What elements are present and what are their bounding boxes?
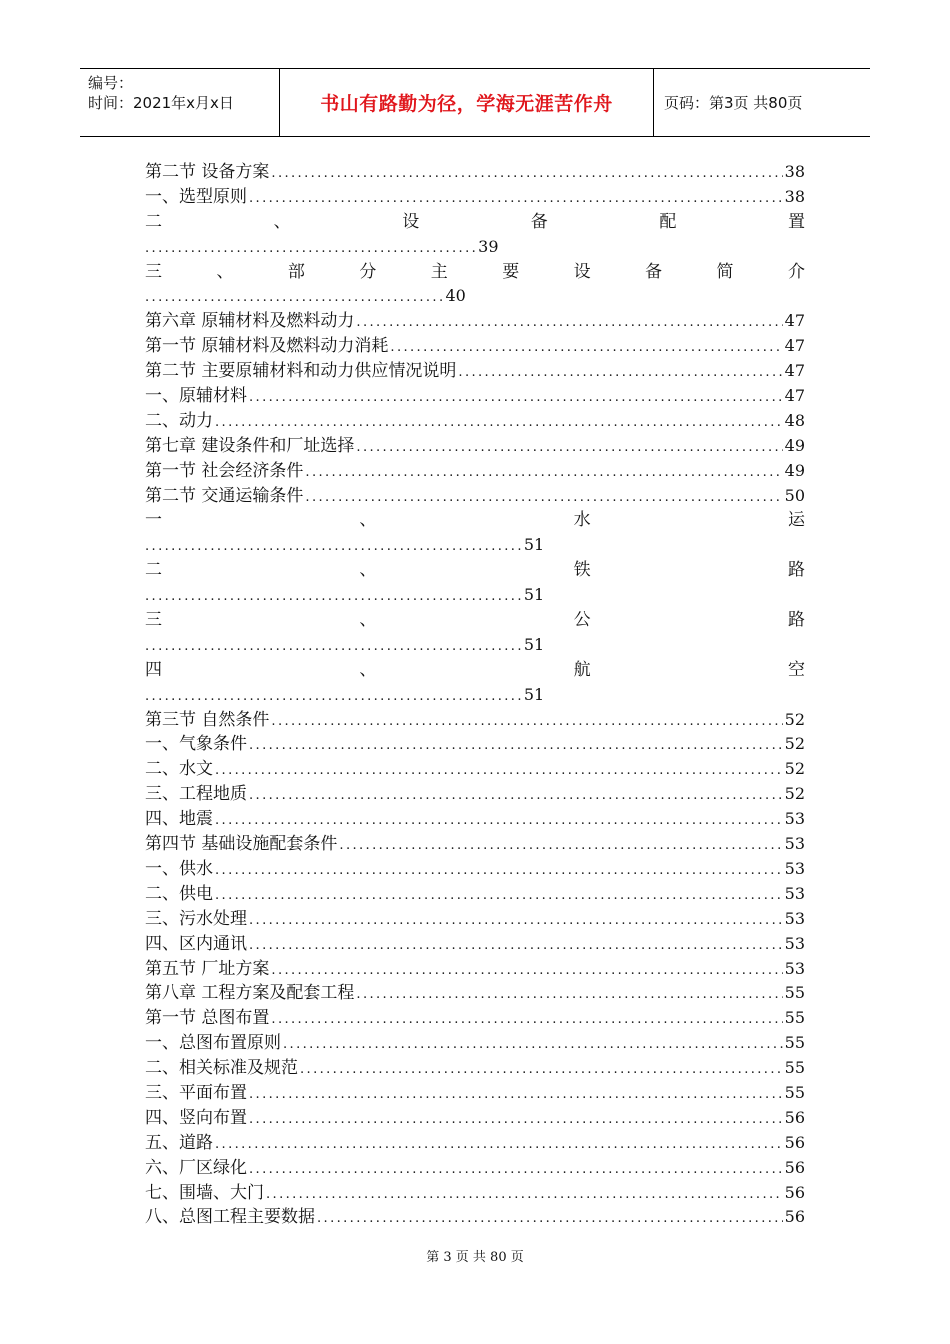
toc-entry-title: 三、平面布置 — [145, 1082, 247, 1103]
toc-entry-page: 56 — [784, 1157, 805, 1177]
toc-leader-dots: ................................................... — [145, 240, 479, 256]
toc-entry-page: 51 — [523, 684, 545, 704]
toc-entry-title: 第二节 主要原辅材料和动力供应情况说明 — [145, 361, 457, 382]
toc-entry-title: 第一节 社会经济条件 — [145, 460, 304, 481]
toc-entry-continuation — [145, 633, 805, 658]
toc-entry-page: 55 — [784, 1058, 805, 1078]
header-left-cell — [80, 69, 280, 136]
toc-entry-page: 52 — [784, 784, 805, 804]
toc-entry-title: 三、污水处理 — [145, 908, 247, 929]
toc-entry-continuation — [145, 683, 805, 708]
toc-leader-dots — [283, 1033, 783, 1058]
toc-entry-page: 55 — [784, 983, 805, 1003]
toc-entry-page: 50 — [784, 485, 805, 505]
page-header — [80, 68, 870, 137]
toc-entry-title: 四、区内通讯 — [145, 933, 247, 954]
toc-entry-title: 一、气象条件 — [145, 734, 247, 755]
toc-leader-dots — [266, 1183, 783, 1208]
toc-entry-page: 51 — [523, 585, 545, 605]
toc-entry-page: 53 — [784, 883, 805, 903]
toc-leader-dots — [215, 759, 783, 784]
toc-entry — [145, 882, 805, 907]
toc-leader-dots — [356, 311, 782, 336]
toc-entry-title: 第一节 总图布置 — [145, 1008, 270, 1029]
toc-entry-page: 56 — [784, 1182, 805, 1202]
toc-entry-title: 第六章 原辅材料及燃料动力 — [145, 311, 355, 332]
toc-leader-dots — [215, 809, 783, 834]
toc-entry-page: 53 — [784, 858, 805, 878]
toc-entry-title: 第一节 原辅材料及燃料动力消耗 — [145, 336, 389, 357]
toc-entry-page: 53 — [784, 958, 805, 978]
toc-entry-page: 55 — [784, 1008, 805, 1028]
toc-entry — [145, 782, 805, 807]
toc-entry — [145, 932, 805, 957]
toc-leader-dots — [215, 1133, 783, 1158]
toc-entry-spread-title — [145, 608, 805, 633]
toc-entry-page: 49 — [784, 435, 805, 455]
toc-title-char: 航 — [573, 659, 591, 680]
toc-title-char: 介 — [787, 261, 805, 282]
toc-entry-page: 47 — [784, 311, 805, 331]
toc-title-char: 简 — [716, 261, 734, 282]
toc-entry-title: 二、相关标准及规范 — [145, 1058, 298, 1079]
toc-leader-dots: .......................................................... — [145, 589, 524, 605]
toc-leader-dots — [300, 1058, 783, 1083]
toc-title-char: 空 — [787, 659, 805, 680]
toc-entry-title: 第二节 设备方案 — [145, 162, 270, 182]
toc-title-char: 配 — [659, 211, 677, 232]
toc-entry-page: 53 — [784, 933, 805, 953]
toc-entry-spread-title — [145, 658, 805, 683]
toc-entry — [145, 1156, 805, 1181]
toc-entry-page: 51 — [523, 535, 545, 555]
toc-entry-page: 52 — [784, 734, 805, 754]
toc-entry — [145, 409, 805, 434]
toc-title-char: 、 — [216, 261, 234, 282]
toc-title-char: 备 — [530, 211, 548, 232]
toc-entry-continuation — [145, 235, 805, 260]
toc-title-char: 三 — [145, 261, 162, 282]
toc-leader-dots — [356, 983, 782, 1008]
toc-entry — [145, 832, 805, 857]
toc-entry — [145, 957, 805, 982]
toc-title-char: 二 — [145, 211, 162, 232]
toc-title-char: 设 — [402, 211, 420, 232]
toc-leader-dots — [249, 1108, 783, 1133]
toc-entry-title: 八、总图工程主要数据 — [145, 1207, 315, 1228]
toc-entry — [145, 981, 805, 1006]
toc-leader-dots — [458, 361, 782, 386]
toc-entry-spread-title — [145, 558, 805, 583]
toc-entry-page: 40 — [445, 286, 466, 306]
toc-entry — [145, 857, 805, 882]
toc-leader-dots — [305, 461, 782, 486]
toc-title-char: 置 — [787, 211, 805, 232]
toc-title-char: 、 — [359, 610, 377, 631]
toc-title-char: 、 — [273, 211, 291, 232]
toc-title-char: 分 — [359, 261, 377, 282]
toc-title-char: 、 — [359, 510, 377, 531]
toc-entry-continuation — [145, 583, 805, 608]
toc-title-char: 备 — [645, 261, 663, 282]
toc-entry-page: 48 — [784, 410, 805, 430]
toc-leader-dots — [271, 1008, 782, 1033]
page-footer: 第 3 页 共 80 页 — [426, 1250, 524, 1265]
toc-entry — [145, 708, 805, 733]
motto: 书山有路勤为径，学海无涯苦作舟 — [280, 69, 654, 136]
toc-leader-dots — [249, 934, 783, 959]
toc-entry — [145, 334, 805, 359]
toc-leader-dots — [271, 162, 782, 187]
toc-leader-dots — [390, 336, 782, 361]
toc-entry-page: 56 — [784, 1132, 805, 1152]
toc-leader-dots: .......................................................... — [145, 539, 524, 555]
toc-entry — [145, 160, 805, 185]
toc-title-char: 部 — [287, 261, 305, 282]
toc-entry — [145, 309, 805, 334]
toc-entry-title: 一、原辅材料 — [145, 386, 247, 407]
toc-entry-title: 第三节 自然条件 — [145, 709, 270, 730]
toc-entry-page: 52 — [784, 759, 805, 779]
toc-title-char: 一 — [145, 510, 162, 531]
toc-entry-title: 第八章 工程方案及配套工程 — [145, 983, 355, 1004]
toc-entry-page: 38 — [784, 186, 805, 206]
toc-title-char: 主 — [430, 261, 448, 282]
toc-entry — [145, 907, 805, 932]
toc-entry-page: 51 — [523, 634, 545, 654]
toc-entry-page: 39 — [478, 236, 499, 256]
toc-entry-title: 一、总图布置原则 — [145, 1033, 281, 1054]
toc-leader-dots — [317, 1207, 783, 1232]
toc-title-char: 、 — [359, 659, 377, 680]
toc-entry-title: 一、供水 — [145, 858, 213, 879]
toc-title-char: 四 — [145, 659, 162, 680]
toc-entry-page: 56 — [784, 1107, 805, 1127]
toc-entry-page: 53 — [784, 834, 805, 854]
toc-leader-dots: .......................................................... — [145, 688, 524, 704]
toc-title-char: 路 — [787, 560, 805, 581]
toc-entry-title: 六、厂区绿化 — [145, 1157, 247, 1178]
toc-entry-title: 第四节 基础设施配套条件 — [145, 834, 338, 855]
toc-entry-title: 二、供电 — [145, 883, 213, 904]
toc-leader-dots — [215, 859, 783, 884]
toc-leader-dots — [249, 1158, 783, 1183]
toc-entry — [145, 484, 805, 509]
toc-entry — [145, 359, 805, 384]
toc-leader-dots: .......................................................... — [145, 638, 524, 654]
toc-entry — [145, 1006, 805, 1031]
toc-entry-continuation — [145, 533, 805, 558]
toc-entry — [145, 384, 805, 409]
toc-entry — [145, 732, 805, 757]
toc-title-char: 路 — [787, 610, 805, 631]
toc-leader-dots — [339, 834, 782, 859]
toc-entry — [145, 1081, 805, 1106]
toc-leader-dots — [249, 734, 783, 759]
toc-entry-title: 一、选型原则 — [145, 186, 247, 207]
toc-leader-dots — [249, 187, 783, 212]
toc-entry — [145, 1131, 805, 1156]
toc-entry — [145, 1205, 805, 1230]
toc-entry-title: 七、围墙、大门 — [145, 1182, 264, 1203]
toc-leader-dots — [271, 959, 782, 984]
toc-entry — [145, 434, 805, 459]
toc-leader-dots — [249, 386, 783, 411]
toc-entry-page: 55 — [784, 1033, 805, 1053]
toc-entry-title: 第七章 建设条件和厂址选择 — [145, 435, 355, 456]
toc-entry-page: 47 — [784, 361, 805, 381]
toc-entry — [145, 757, 805, 782]
toc-entry — [145, 1181, 805, 1206]
toc-entry-page: 56 — [784, 1207, 805, 1227]
table-of-contents — [145, 160, 805, 1230]
toc-entry-title: 四、地震 — [145, 809, 213, 830]
toc-title-char: 要 — [502, 261, 520, 282]
toc-entry — [145, 1056, 805, 1081]
toc-entry-page: 53 — [784, 809, 805, 829]
toc-entry-title: 三、工程地质 — [145, 784, 247, 805]
toc-leader-dots — [305, 486, 782, 511]
toc-title-char: 、 — [359, 560, 377, 581]
toc-leader-dots — [249, 1083, 783, 1108]
toc-entry-page: 47 — [784, 336, 805, 356]
toc-entry — [145, 459, 805, 484]
toc-entry-title: 第二节 交通运输条件 — [145, 485, 304, 506]
toc-entry-page: 49 — [784, 460, 805, 480]
toc-entry-title: 五、道路 — [145, 1132, 213, 1153]
toc-title-char: 三 — [145, 610, 162, 631]
toc-entry-spread-title — [145, 260, 805, 285]
toc-title-char: 铁 — [573, 560, 591, 581]
toc-title-char: 运 — [787, 510, 805, 531]
toc-entry — [145, 807, 805, 832]
toc-entry-spread-title — [145, 508, 805, 533]
toc-title-char: 公 — [573, 610, 591, 631]
page-indicator: 页码：第3页 共80页 — [664, 94, 803, 112]
toc-entry — [145, 1106, 805, 1131]
toc-entry-spread-title — [145, 210, 805, 235]
toc-title-char: 二 — [145, 560, 162, 581]
toc-entry — [145, 1031, 805, 1056]
toc-title-char: 设 — [573, 261, 591, 282]
number-label: 编号： — [88, 74, 134, 92]
toc-entry-title: 四、竖向布置 — [145, 1107, 247, 1128]
toc-leader-dots — [356, 436, 782, 461]
toc-entry-page: 47 — [784, 386, 805, 406]
toc-entry-page: 38 — [784, 162, 805, 181]
toc-entry-page: 55 — [784, 1082, 805, 1102]
time-label: 时间：2021年x月x日 — [88, 94, 234, 112]
toc-leader-dots — [215, 884, 783, 909]
toc-entry-title: 二、动力 — [145, 410, 213, 431]
toc-leader-dots: .............................................. — [145, 290, 446, 306]
toc-entry-page: 52 — [784, 709, 805, 729]
toc-leader-dots — [215, 411, 783, 436]
toc-title-char: 水 — [573, 510, 591, 531]
toc-entry-title: 第五节 厂址方案 — [145, 958, 270, 979]
toc-leader-dots — [249, 784, 783, 809]
toc-leader-dots — [271, 710, 782, 735]
toc-entry — [145, 185, 805, 210]
toc-entry-page: 53 — [784, 908, 805, 928]
toc-entry-continuation — [145, 284, 805, 309]
toc-entry-title: 二、水文 — [145, 759, 213, 780]
toc-leader-dots — [249, 909, 783, 934]
